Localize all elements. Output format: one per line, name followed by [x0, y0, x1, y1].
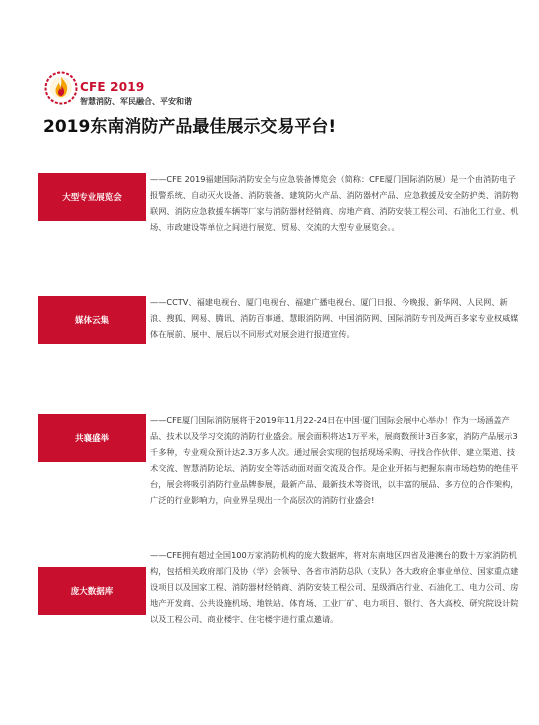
section-label-database: 庞大数据库 — [38, 567, 146, 615]
section-text-media: ——CCTV、福建电视台、厦门电视台、福建广播电视台、厦门日报、今晚报、新华网、人民网、新浪、搜狐、网易、腾讯、消防百事通、慧眼消防网、中国消防网、国际消防专刊及两百多家专业权威媒体在展前、展中、展后以不同形式对展会进行报道宣传。 — [150, 297, 519, 339]
cfe-flame-logo-icon — [44, 71, 78, 105]
brand-slogan: 智慧消防、军民融合、平安和谐 — [80, 97, 192, 106]
brand-title: CFE 2019 — [80, 80, 145, 94]
section-text-database: ——CFE拥有超过全国100万家消防机构的庞大数据库，将对东南地区四省及港澳台的数十万家消防机构，包括相关政府部门及协（学）会领导、各省市消防总队（支队）各大政府企事业单位、国家重点建设项目以及国家工程、消防器材经销商、消防安装工程公司、星级酒店行业、石油化工、电力公司、房地产开发商、公共设施机场、地铁站、体育场、工业厂矿、电力项目、银行、各大高校、研究院设计院以及工程公司、商业楼宇、住宅楼宇进行重点邀请。 — [150, 550, 519, 624]
section-label-exhibition: 大型专业展览会 — [38, 173, 146, 221]
section-text-event: ——CFE厦门国际消防展将于2019年11月22-24日在中国·厦门国际会展中心举办！作为一场涵盖产品、技术以及学习交流的消防行业盛会。展会面积将达1万平米，展商数预计3百多家，消防产品展示3千多种，专业观众预计达2.3万多人次。通过展会实现的包括现场采购、寻找合作伙伴、建立渠道、技术交流、智慧消防论坛、消防安全等活动面对面交流及合作。是企业开拓与把握东南市场趋势的绝佳平台，展会将吸引消防行业品牌参展，最新产品、最新技术等资讯，以丰富的展品、多方位的合作架构，广泛的行业影响力，向业界呈现出一个高层次的消防行业盛会! — [150, 415, 519, 505]
section-text-exhibition: ——CFE 2019福建国际消防安全与应急装备博览会（简称：CFE厦门国际消防展）是一个由消防电子报警系统、自动灭火设备、消防装备、建筑防火产品、消防器材产品、应急救援及安全防护类、消防物联网、消防应急救援车辆等厂家与消防器材经销商、房地产商、消防安装工程公司、石油化工行业、机场、市政建设等单位之间进行展览、贸易、交流的大型专业展览会。。 — [150, 174, 519, 232]
page-headline: 2019东南消防产品最佳展示交易平台! — [43, 117, 337, 137]
section-label-event: 共襄盛举 — [38, 414, 146, 462]
section-label-media: 媒体云集 — [38, 296, 146, 344]
